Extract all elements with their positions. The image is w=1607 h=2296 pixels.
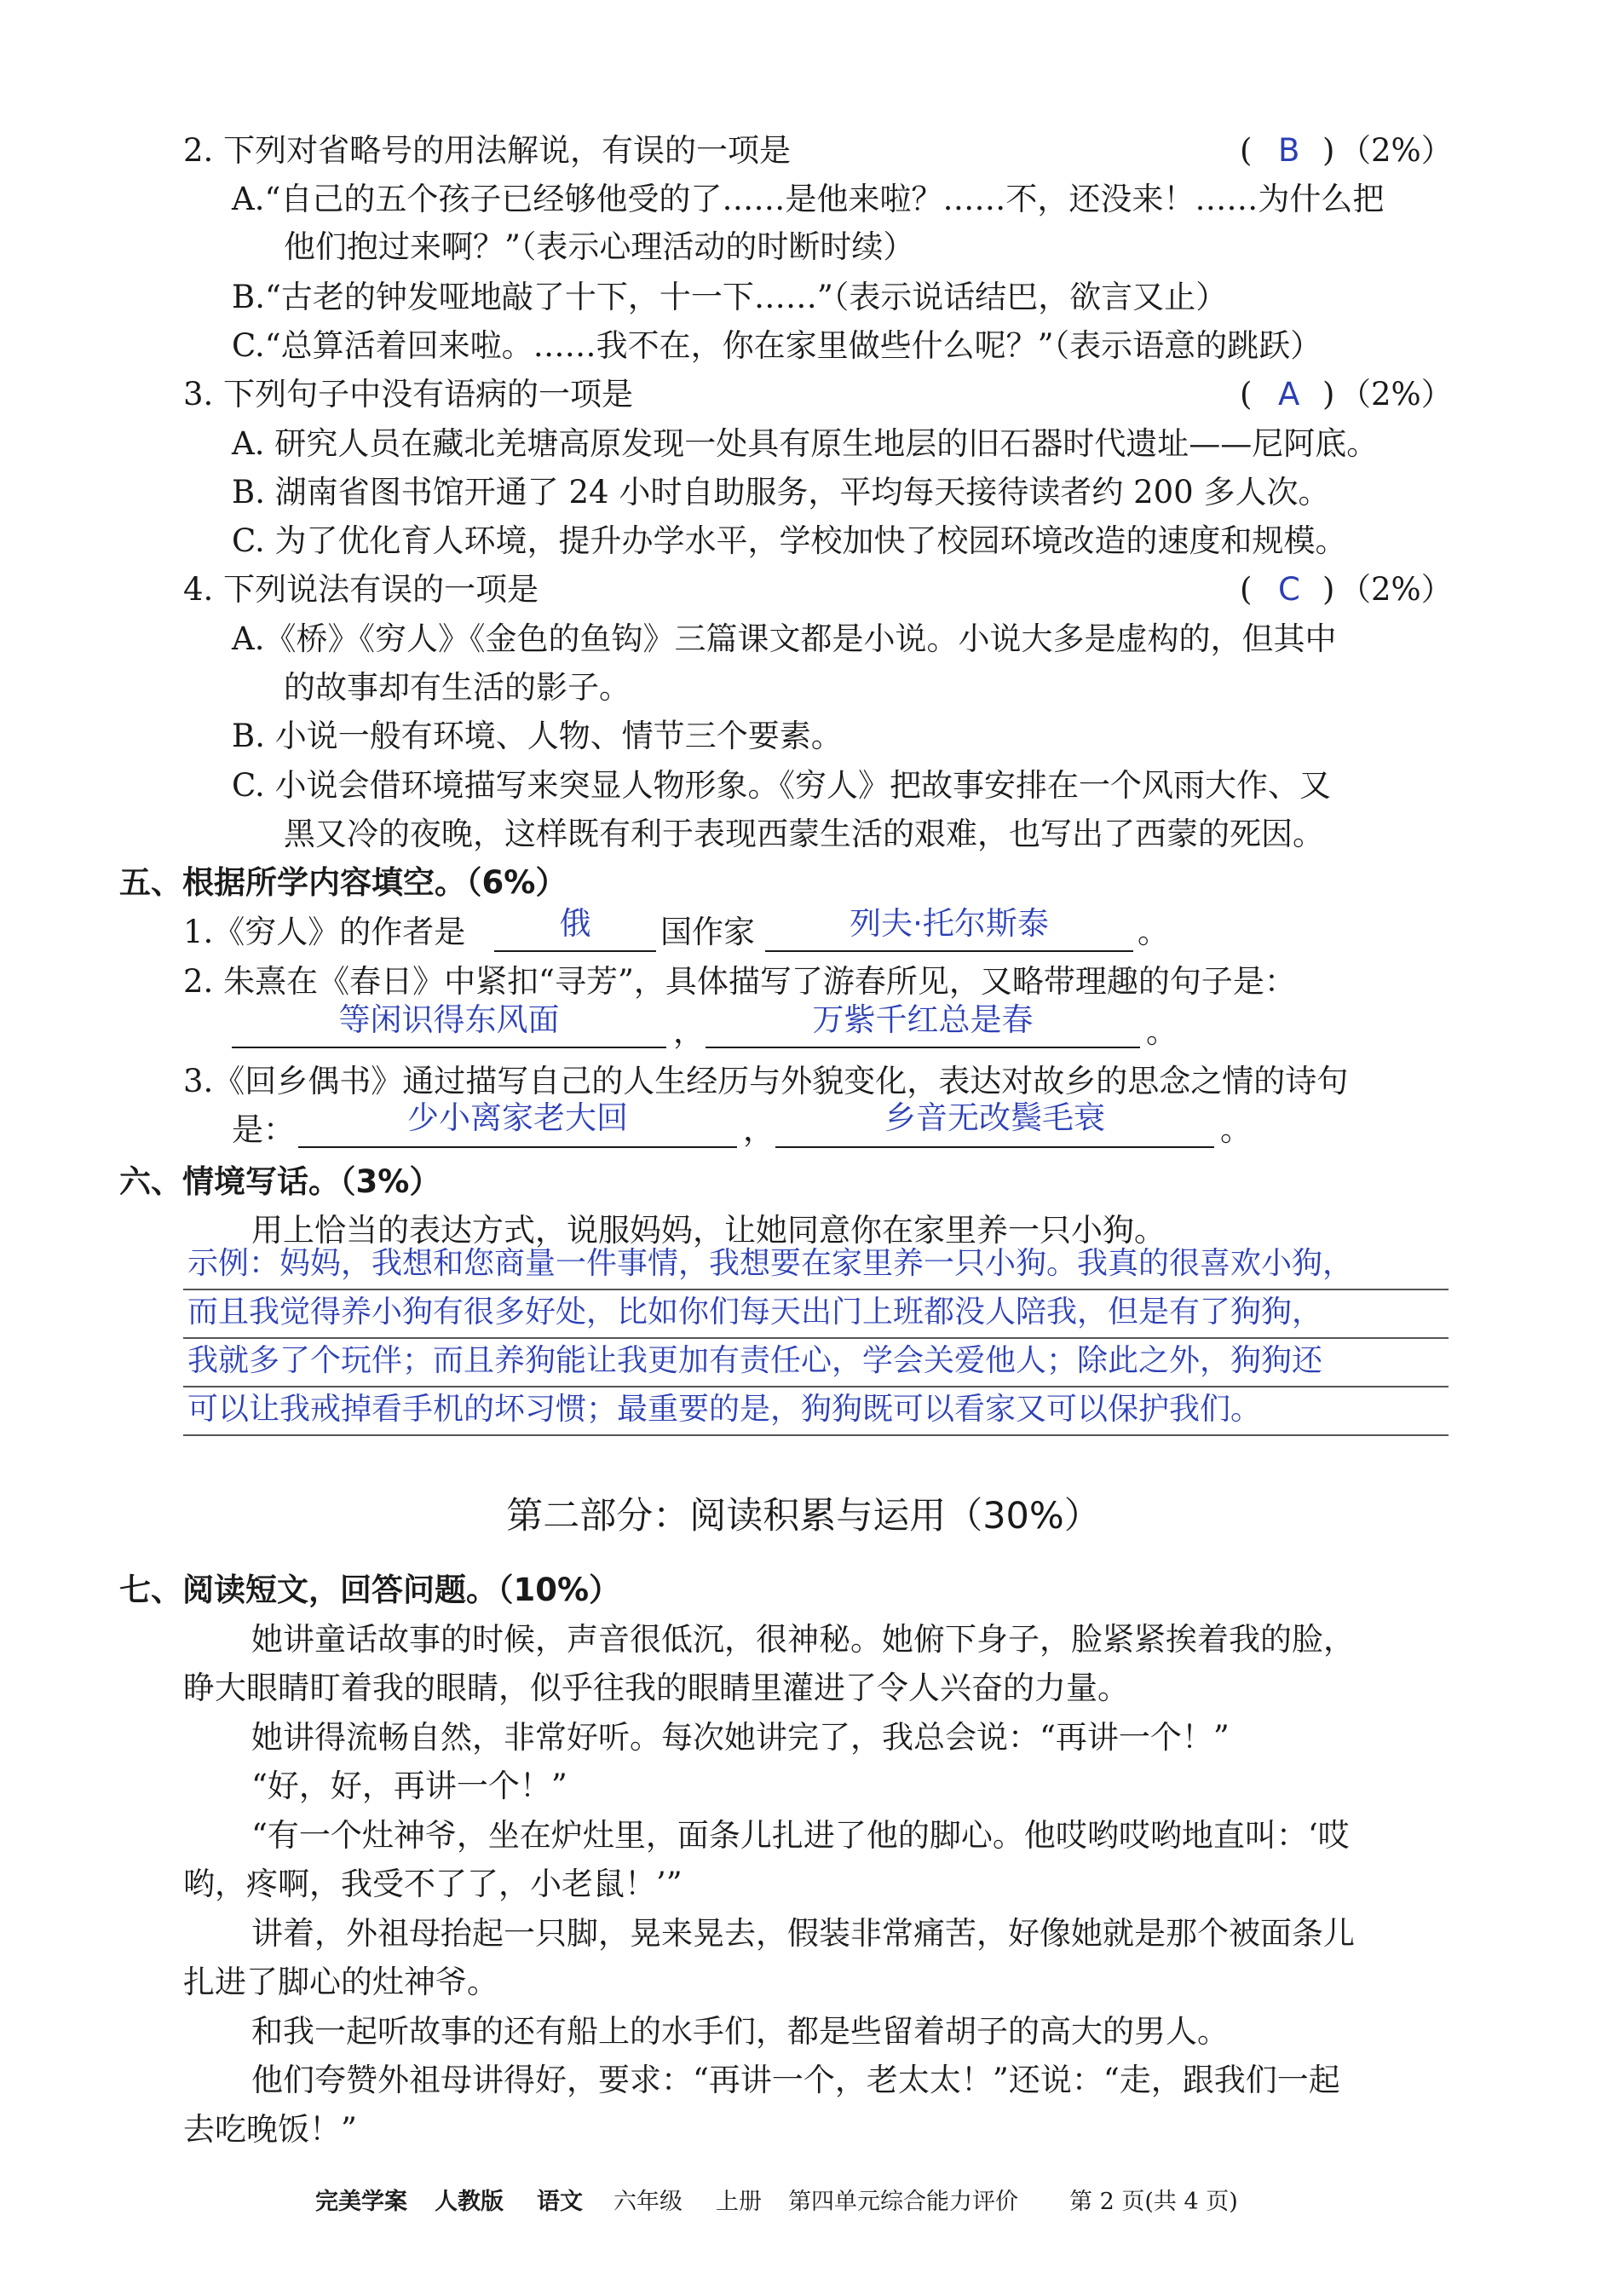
section7-heading: 七、阅读短文，回答问题。（10%） xyxy=(119,1572,621,1608)
sec5-item2-blank1 xyxy=(232,1047,666,1048)
section6-heading: 六、情境写话。（3%） xyxy=(119,1163,441,1200)
sec5-item3-end: 。 xyxy=(1220,1111,1252,1148)
q4-answer: C xyxy=(1278,571,1300,608)
q4-paren-close: ) xyxy=(1322,571,1335,608)
sec5-item3-comma: ， xyxy=(743,1111,775,1148)
q4-option-c-line2: 黑又冷的夜晚，这样既有利于表现西蒙生活的艰难，也写出了西蒙的死因。 xyxy=(284,816,1324,852)
sec5-item2-line1: 2. 朱熹在《春日》中紧扣“寻芳”，具体描写了游春所见，又略带理趣的句子是： xyxy=(183,963,1296,1000)
q4-option-b: B. 小说一般有环境、人物、情节三个要素。 xyxy=(232,718,843,754)
q4-option-a-line1: A.《桥》《穷人》《金色的鱼钩》三篇课文都是小说。小说大多是虚构的，但其中 xyxy=(232,620,1337,657)
passage-line: 哟，疼啊，我受不了了，小老鼠！’” xyxy=(183,1866,683,1902)
sec5-item2-answer1: 等闲识得东风面 xyxy=(338,1001,560,1038)
q3-option-a: A. 研究人员在藏北羌塘高原发现一处具有原生地层的旧石器时代遗址——尼阿底。 xyxy=(232,425,1379,462)
q3-answer: A xyxy=(1278,376,1300,412)
q4-score: （2%） xyxy=(1339,571,1453,608)
footer-subject: 语文 xyxy=(537,2189,583,2215)
sec5-item2-blank2 xyxy=(706,1047,1140,1048)
q2-answer: B xyxy=(1278,132,1300,169)
q4-paren-open: ( xyxy=(1240,571,1253,608)
sec5-item1-text-b: 国作家 xyxy=(660,914,755,950)
footer-term: 上册 xyxy=(716,2189,762,2215)
sec5-item1-answer2: 列夫·托尔斯泰 xyxy=(850,905,1049,942)
q4-stem: 4. 下列说法有误的一项是 xyxy=(183,571,539,608)
passage-line: 他们夸赞外祖母讲得好，要求：“再讲一个，老太太！”还说：“走，跟我们一起 xyxy=(251,2062,1340,2098)
sec6-rule2 xyxy=(183,1337,1449,1339)
q2-paren-open: ( xyxy=(1240,132,1253,169)
passage-line: “好，好，再讲一个！” xyxy=(251,1768,567,1804)
sec6-rule3 xyxy=(183,1386,1449,1387)
sec6-prompt: 用上恰当的表达方式，说服妈妈，让她同意你在家里养一只小狗。 xyxy=(251,1212,1166,1249)
passage-line: 睁大眼睛盯着我的眼睛，似乎往我的眼睛里灌进了令人兴奋的力量。 xyxy=(183,1670,1129,1706)
sec5-item1-text-a: 1.《穷人》的作者是 xyxy=(183,914,466,950)
passage-line: 和我一起听故事的还有船上的水手们，都是些留着胡子的高大的男人。 xyxy=(251,2013,1229,2050)
sec5-item1-answer1: 俄 xyxy=(559,905,591,942)
q2-option-a-line2: 他们抱过来啊？”（表示心理活动的时断时续） xyxy=(284,228,915,265)
section5-heading: 五、根据所学内容填空。（6%） xyxy=(119,864,567,901)
q4-option-c-line1: C. 小说会借环境描写来突显人物形象。《穷人》把故事安排在一个风雨大作、又 xyxy=(232,767,1332,804)
passage-line: 去吃晚饭！” xyxy=(183,2111,357,2148)
sec5-item3-text-a: 是： xyxy=(232,1111,295,1148)
sec5-item3-answer2: 乡音无改鬓毛衰 xyxy=(884,1099,1105,1136)
passage-line: 她讲得流畅自然，非常好听。每次她讲完了，我总会说：“再讲一个！” xyxy=(251,1719,1230,1756)
passage-line: “有一个灶神爷，坐在炉灶里，面条儿扎进了他的脚心。他哎哟哎哟地直叫：‘哎 xyxy=(251,1817,1350,1854)
q3-paren-close: ) xyxy=(1322,376,1335,412)
sec5-item3-line1: 3.《回乡偶书》通过描写自己的人生经历与外貌变化，表达对故乡的思念之情的诗句 xyxy=(183,1063,1349,1099)
passage-line: 讲着，外祖母抬起一只脚，晃来晃去，假装非常痛苦，好像她就是那个被面条儿 xyxy=(251,1915,1355,1952)
passage-line: 扎进了脚心的灶神爷。 xyxy=(183,1964,498,2000)
sec5-item2-comma: ， xyxy=(673,1013,705,1050)
q3-score: （2%） xyxy=(1339,376,1453,412)
footer-grade: 六年级 xyxy=(613,2189,683,2215)
sec6-rule4 xyxy=(183,1434,1449,1436)
passage-line: 她讲童话故事的时候，声音很低沉，很神秘。她俯下身子，脸紧紧挨着我的脸， xyxy=(251,1621,1355,1658)
q2-option-b: B.“古老的钟发哑地敲了十下，十一下……”（表示说话结巴，欲言又止） xyxy=(232,279,1228,315)
sec6-answer-line2: 而且我觉得养小狗有很多好处，比如你们每天出门上班都没人陪我，但是有了狗狗， xyxy=(187,1295,1323,1330)
q2-option-c: C.“总算活着回来啦。……我不在，你在家里做些什么呢？”（表示语意的跳跃） xyxy=(232,327,1322,364)
sec5-item3-blank1 xyxy=(298,1146,737,1148)
q2-stem: 2. 下列对省略号的用法解说，有误的一项是 xyxy=(183,132,792,169)
q2-paren-close: ) xyxy=(1322,132,1335,169)
part2-title: 第二部分：阅读积累与运用（30%） xyxy=(506,1495,1101,1537)
footer-unit: 第四单元综合能力评价 xyxy=(788,2189,1018,2215)
footer-page-number: 第 2 页(共 4 页) xyxy=(1069,2189,1238,2215)
sec5-item3-blank2 xyxy=(775,1146,1214,1148)
sec5-item1-blank1 xyxy=(494,950,656,952)
sec6-rule1 xyxy=(183,1289,1449,1290)
q2-option-a-line1: A.“自己的五个孩子已经够他受的了……是他来啦？……不，还没来！……为什么把 xyxy=(232,181,1385,217)
sec6-answer-line3: 我就多了个玩伴；而且养狗能让我更加有责任心，学会关爱他人；除此之外，狗狗还 xyxy=(187,1343,1323,1378)
q3-option-c: C. 为了优化育人环境，提升办学水平，学校加快了校园环境改造的速度和规模。 xyxy=(232,522,1347,559)
sec5-item2-end: 。 xyxy=(1146,1013,1178,1050)
footer-brand: 完美学案 xyxy=(315,2189,407,2215)
q2-score: （2%） xyxy=(1339,132,1453,169)
sec5-item3-answer1: 少小离家老大回 xyxy=(407,1099,628,1136)
q3-stem: 3. 下列句子中没有语病的一项是 xyxy=(183,376,634,412)
sec5-item1-end: 。 xyxy=(1138,914,1169,950)
sec5-item2-answer2: 万紫千红总是春 xyxy=(812,1001,1034,1038)
footer-edition: 人教版 xyxy=(435,2189,504,2215)
sec6-answer-line4: 可以让我戒掉看手机的坏习惯；最重要的是，狗狗既可以看家又可以保护我们。 xyxy=(187,1392,1262,1427)
q3-paren-open: ( xyxy=(1240,376,1253,412)
q3-option-b: B. 湖南省图书馆开通了 24 小时自助服务，平均每天接待读者约 200 多人次。 xyxy=(232,474,1330,511)
sec5-item1-blank2 xyxy=(765,950,1133,952)
sec6-answer-line1: 示例：妈妈，我想和您商量一件事情，我想要在家里养一只小狗。我真的很喜欢小狗， xyxy=(187,1246,1354,1281)
q4-option-a-line2: 的故事却有生活的影子。 xyxy=(284,669,631,706)
